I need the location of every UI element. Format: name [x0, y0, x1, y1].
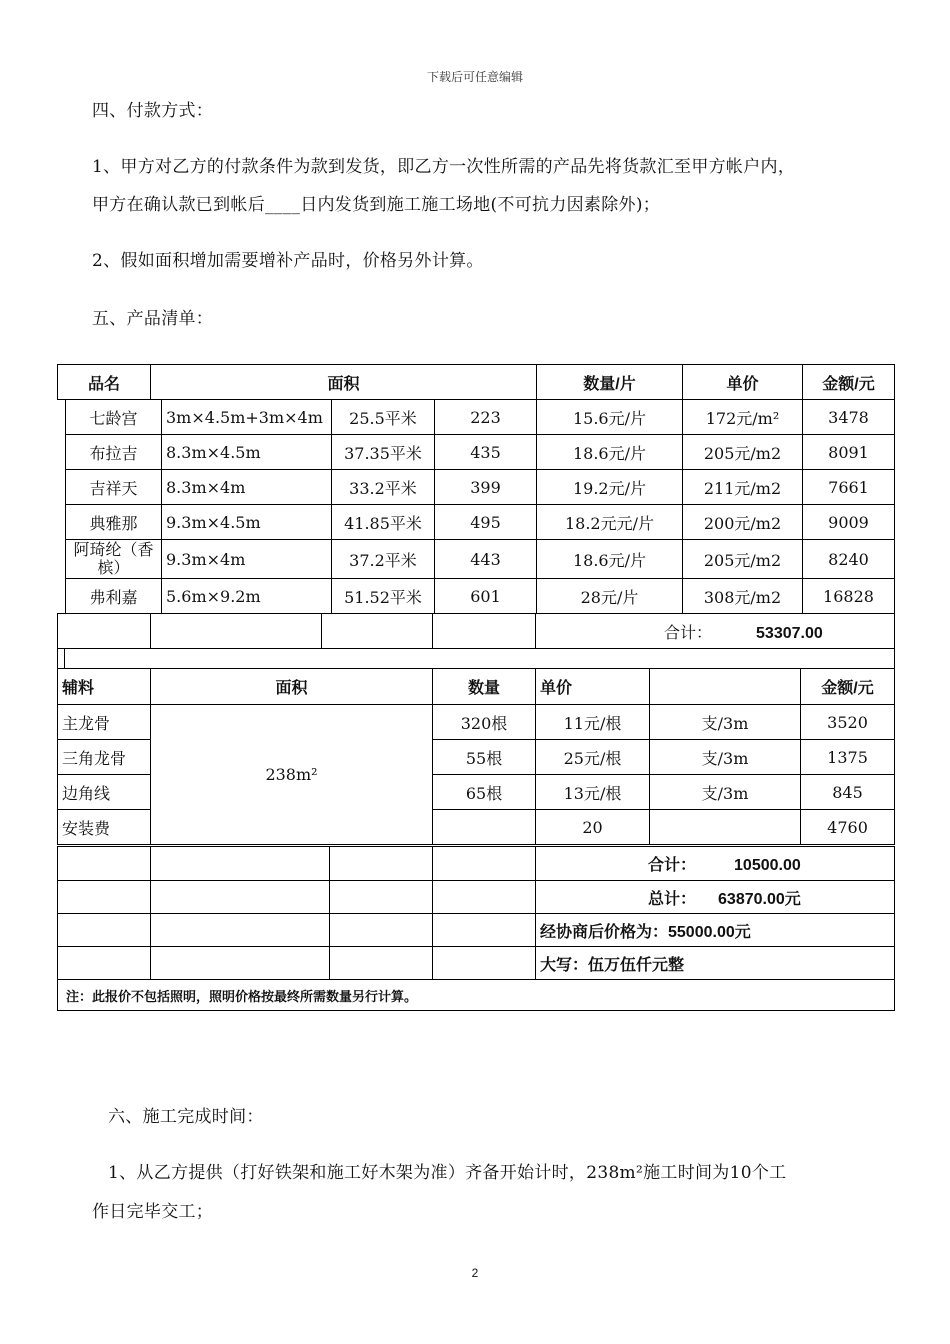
empty-cell — [433, 614, 536, 649]
product-qty: 601 — [435, 579, 537, 614]
table-row — [66, 579, 895, 614]
product-area: 25.5平米 — [332, 400, 435, 435]
header-area: 面积 — [151, 365, 537, 400]
empty-cell — [151, 614, 322, 649]
product-dim: 9.3m×4m — [162, 540, 332, 579]
empty-cell — [58, 914, 151, 947]
accessory-amount: 1375 — [801, 740, 895, 775]
product-dim: 8.3m×4.5m — [162, 435, 332, 470]
product-unit-piece: 18.6元/片 — [537, 540, 683, 579]
product-area: 33.2平米 — [332, 470, 435, 505]
product-amount: 7661 — [803, 470, 895, 505]
accessory-amount: 3520 — [801, 705, 895, 740]
product-unit-area: 211元/m2 — [683, 470, 803, 505]
header-name: 品名 — [58, 365, 151, 400]
accessory-spec — [650, 810, 801, 845]
empty-cell — [433, 947, 536, 980]
empty-cell — [433, 847, 536, 881]
accessory-table-header — [58, 669, 895, 705]
empty-cell — [58, 881, 151, 914]
product-table — [57, 364, 895, 400]
product-name: 典雅那 — [66, 505, 162, 540]
table-row — [66, 540, 895, 579]
table-row — [66, 470, 895, 505]
product-name: 七龄宫 — [66, 400, 162, 435]
accessory-amount: 4760 — [801, 810, 895, 845]
product-name: 阿琦纶（香槟） — [66, 540, 162, 579]
accessory-name: 边角线 — [58, 775, 151, 810]
empty-cell — [58, 947, 151, 980]
price-note: 注：此报价不包括照明，照明价格按最终所需数量另行计算。 — [58, 980, 895, 1011]
accessory-name: 三角龙骨 — [58, 740, 151, 775]
subtotal-row — [58, 847, 895, 881]
empty-cell — [151, 914, 330, 947]
empty-cell — [330, 914, 433, 947]
product-unit-piece: 19.2元/片 — [537, 470, 683, 505]
negotiated-row — [58, 914, 895, 947]
product-dim: 9.3m×4.5m — [162, 505, 332, 540]
accessory-unit: 20 — [536, 810, 650, 845]
accessory-unit: 11元/根 — [536, 705, 650, 740]
subtotal-value: 10500.00 — [734, 857, 801, 874]
product-amount: 9009 — [803, 505, 895, 540]
header-area: 面积 — [151, 669, 433, 705]
product-unit-piece: 18.2元元/片 — [537, 505, 683, 540]
empty-cell — [58, 614, 151, 649]
accessory-area: 238m² — [151, 705, 433, 845]
empty-cell — [433, 881, 536, 914]
accessory-spec: 支/3m — [650, 740, 801, 775]
accessory-qty: 65根 — [433, 775, 536, 810]
totals-table — [57, 846, 895, 1011]
grand-total-label: 总计： — [648, 890, 697, 908]
note-row — [58, 980, 895, 1011]
header-amount: 金额/元 — [801, 669, 895, 705]
page-number: 2 — [471, 1266, 479, 1280]
accessory-qty: 320根 — [433, 705, 536, 740]
header-accessory: 辅料 — [58, 669, 151, 705]
header-amount: 金额/元 — [803, 365, 895, 400]
empty-cell — [330, 847, 433, 881]
section-5-title: 五、产品清单： — [92, 309, 214, 329]
header-unit-price: 单价 — [536, 669, 650, 705]
table-row — [58, 705, 895, 740]
table-gap-line — [64, 648, 65, 668]
product-unit-area: 205元/m2 — [683, 540, 803, 579]
product-amount: 8091 — [803, 435, 895, 470]
accessory-amount: 845 — [801, 775, 895, 810]
header-unit-price: 单价 — [683, 365, 803, 400]
empty-cell — [151, 847, 330, 881]
product-unit-area: 200元/m2 — [683, 505, 803, 540]
accessory-name: 安装费 — [58, 810, 151, 845]
product-area: 51.52平米 — [332, 579, 435, 614]
negotiated-price: 经协商后价格为：55000.00元 — [536, 914, 895, 947]
product-unit-piece: 15.6元/片 — [537, 400, 683, 435]
accessory-spec: 支/3m — [650, 705, 801, 740]
accessory-unit: 13元/根 — [536, 775, 650, 810]
grand-total-value: 63870.00元 — [718, 890, 801, 908]
header-qty: 数量 — [433, 669, 536, 705]
accessory-name: 主龙骨 — [58, 705, 151, 740]
section-6-paragraph-1-line-2: 作日完毕交工； — [92, 1202, 214, 1222]
section-4-paragraph-1-line-2: 甲方在确认款已到帐后____日内发货到施工施工场地(不可抗力因素除外)； — [92, 195, 661, 215]
product-qty: 435 — [435, 435, 537, 470]
section-4-paragraph-1-line-1: 1、甲方对乙方的付款条件为款到发货，即乙方一次性所需的产品先将货款汇至甲方帐户内， — [92, 157, 796, 177]
product-name: 吉祥天 — [66, 470, 162, 505]
section-6-paragraph-1-line-1: 1、从乙方提供（打好铁架和施工好木架为准）齐备开始计时，238m²施工时间为10个工 — [108, 1163, 787, 1183]
product-dim: 8.3m×4m — [162, 470, 332, 505]
capital-amount: 大写：伍万伍仟元整 — [536, 947, 895, 980]
product-area: 37.35平米 — [332, 435, 435, 470]
table-row — [66, 505, 895, 540]
accessory-subtotal — [536, 847, 895, 881]
product-rows — [65, 399, 895, 614]
product-area: 41.85平米 — [332, 505, 435, 540]
table-gap — [57, 648, 895, 668]
accessory-unit: 25元/根 — [536, 740, 650, 775]
empty-cell — [322, 614, 433, 649]
product-total-table — [57, 613, 895, 649]
page-header: 下载后可任意编辑 — [426, 70, 523, 84]
product-unit-area: 172元/m² — [683, 400, 803, 435]
product-unit-area: 308元/m2 — [683, 579, 803, 614]
product-qty: 399 — [435, 470, 537, 505]
header-blank — [650, 669, 801, 705]
product-unit-piece: 18.6元/片 — [537, 435, 683, 470]
section-4-paragraph-2: 2、假如面积增加需要增补产品时，价格另外计算。 — [92, 251, 484, 271]
empty-cell — [151, 947, 330, 980]
table-row — [66, 400, 895, 435]
product-name: 弗利嘉 — [66, 579, 162, 614]
product-amount: 3478 — [803, 400, 895, 435]
accessory-qty: 55根 — [433, 740, 536, 775]
product-total-label: 合计： — [664, 624, 713, 642]
product-qty: 443 — [435, 540, 537, 579]
empty-cell — [330, 881, 433, 914]
product-unit-area: 205元/m2 — [683, 435, 803, 470]
product-total-value: 53307.00 — [756, 624, 823, 642]
product-dim: 5.6m×9.2m — [162, 579, 332, 614]
accessory-table — [57, 668, 895, 845]
product-amount: 8240 — [803, 540, 895, 579]
product-qty: 223 — [435, 400, 537, 435]
product-dim: 3m×4.5m+3m×4m — [162, 400, 332, 435]
product-amount: 16828 — [803, 579, 895, 614]
empty-cell — [151, 881, 330, 914]
product-qty: 495 — [435, 505, 537, 540]
product-table-header — [58, 365, 895, 400]
product-area: 37.2平米 — [332, 540, 435, 579]
empty-cell — [330, 947, 433, 980]
table-row — [66, 435, 895, 470]
grand-total — [536, 881, 895, 914]
product-total-row — [58, 614, 895, 649]
section-6-title: 六、施工完成时间： — [108, 1107, 264, 1127]
accessory-spec: 支/3m — [650, 775, 801, 810]
capital-row — [58, 947, 895, 980]
accessory-qty — [433, 810, 536, 845]
empty-cell — [58, 847, 151, 881]
empty-cell — [433, 914, 536, 947]
product-total — [536, 614, 895, 649]
header-qty: 数量/片 — [537, 365, 683, 400]
product-name: 布拉吉 — [66, 435, 162, 470]
grand-total-row — [58, 881, 895, 914]
section-4-title: 四、付款方式： — [92, 101, 214, 121]
subtotal-label: 合计： — [648, 857, 697, 874]
product-unit-piece: 28元/片 — [537, 579, 683, 614]
